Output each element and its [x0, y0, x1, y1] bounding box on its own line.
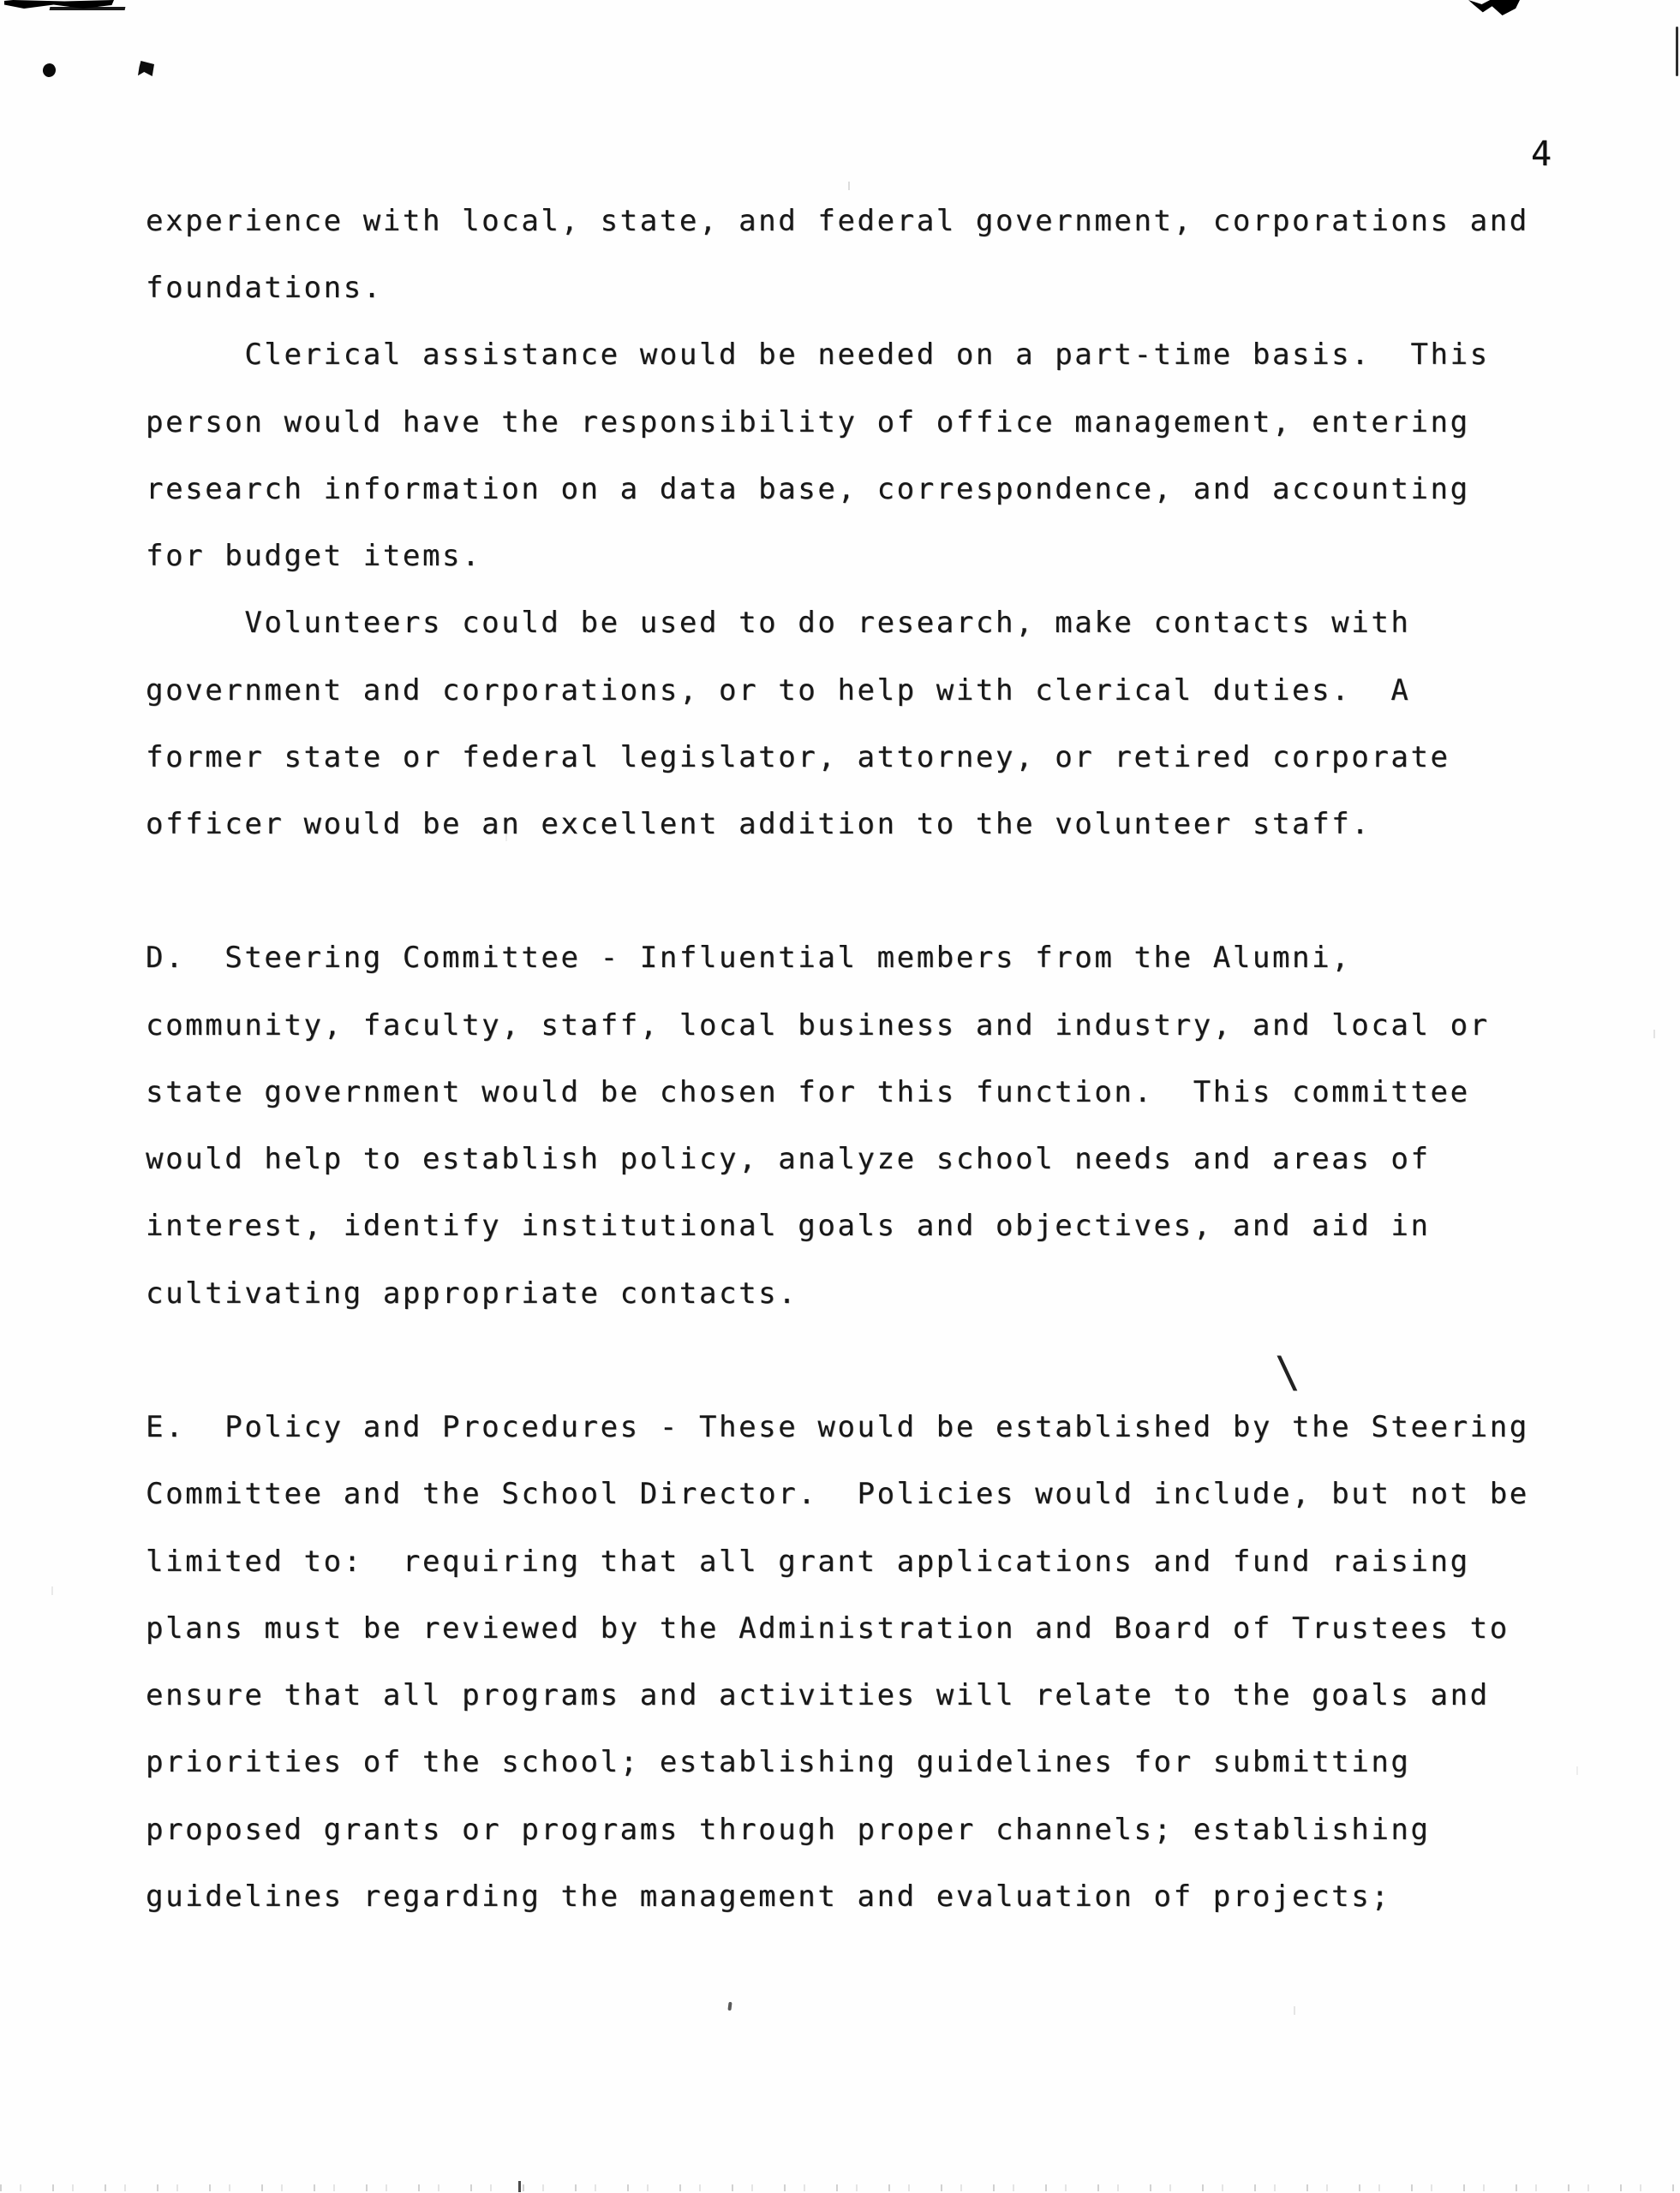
scan-artifact-bottom-speckles [0, 2184, 1680, 2191]
text-line: community, faculty, staff, local business and industry, and local or [146, 1008, 1490, 1043]
text-line: Volunteers could be used to do research, make contacts with [146, 606, 1411, 640]
text-line: E. Policy and Procedures - These would be established by the Steering [146, 1410, 1529, 1444]
text-line: state government would be chosen for this function. This committee [146, 1075, 1470, 1109]
scan-artifact-top-left-line [50, 7, 126, 10]
text-line: would help to establish policy, analyze school needs and areas of [146, 1142, 1431, 1176]
text-line: for budget items. [146, 539, 482, 573]
text-line: cultivating appropriate contacts. [146, 1276, 798, 1311]
scan-artifact-right-edge [1676, 27, 1678, 76]
text-line: D. Steering Committee - Influential members from the Alumni, [146, 941, 1352, 975]
text-line: officer would be an excellent addition to the volunteer staff. [146, 807, 1372, 841]
text-line: Clerical assistance would be needed on a part-time basis. This [146, 338, 1490, 372]
text-line: limited to: requiring that all grant applications and fund raising [146, 1545, 1470, 1579]
text-line: ensure that all programs and activities will relate to the goals and [146, 1678, 1490, 1712]
text-line: Committee and the School Director. Policies would include, but not be [146, 1477, 1529, 1511]
text-line: guidelines regarding the management and evaluation of projects; [146, 1879, 1391, 1914]
scan-artifact-small-dot [727, 2002, 732, 2011]
scan-artifact-top-right-blob [1468, 0, 1520, 15]
text-line: experience with local, state, and federal government, corporations and [146, 204, 1529, 238]
scan-artifact-ink-triangle [138, 61, 154, 76]
scan-artifact-ink-dot [42, 63, 57, 79]
text-line: interest, identify institutional goals and objectives, and aid in [146, 1209, 1431, 1243]
text-line: priorities of the school; establishing guidelines for submitting [146, 1745, 1411, 1779]
text-line: proposed grants or programs through proper channels; establishing [146, 1813, 1431, 1847]
page-number: 4 [1531, 134, 1552, 174]
text-line: plans must be reviewed by the Administration and Board of Trustees to [146, 1611, 1510, 1646]
scan-artifact-faint-speckles [848, 182, 850, 190]
text-line: person would have the responsibility of office management, entering [146, 405, 1470, 439]
text-line: government and corporations, or to help with clerical duties. A [146, 673, 1411, 708]
text-line: research information on a data base, correspondence, and accounting [146, 472, 1470, 506]
text-line: foundations. [146, 271, 383, 305]
text-line: former state or federal legislator, attorney, or retired corporate [146, 740, 1450, 774]
stray-ink-mark: \ [1275, 1347, 1301, 1397]
